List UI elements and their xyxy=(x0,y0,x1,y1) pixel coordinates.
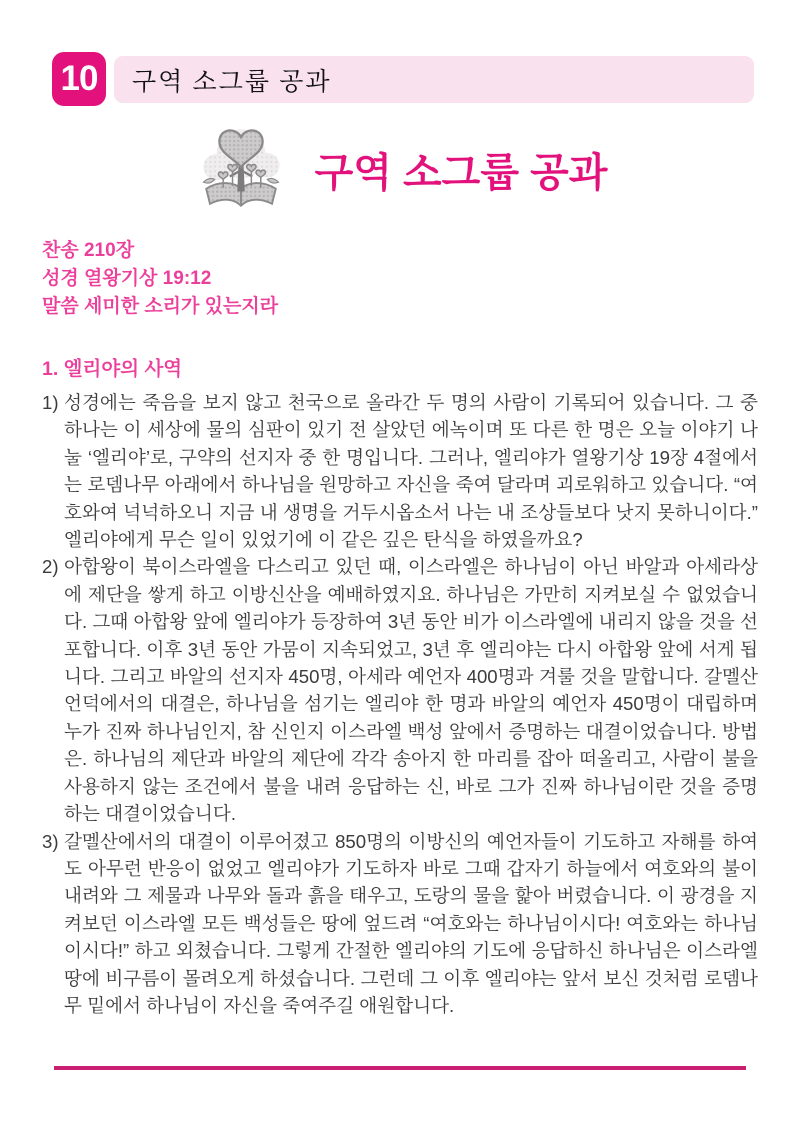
list-item xyxy=(42,828,758,1020)
header-title-bar xyxy=(114,56,754,103)
meta-scripture: 성경 열왕기상 19:12 xyxy=(42,268,212,289)
divider-rule xyxy=(54,1066,746,1070)
meta-verse: 말씀 세미한 소리가 있는지라 xyxy=(42,296,279,317)
lesson-number-badge: 10 xyxy=(52,52,106,106)
meta-hymn: 찬송 210장 xyxy=(42,240,135,261)
lesson-title-row xyxy=(0,122,800,216)
lesson-title: 구역 소그룹 공과 xyxy=(314,150,608,195)
list-item xyxy=(42,553,758,827)
list-item xyxy=(42,389,758,553)
lesson-section xyxy=(42,356,758,1019)
item-text: 아합왕이 북이스라엘을 다스리고 있던 때, 이스라엘은 하나님이 아닌 바알과 아세라상에 제단을 쌓게 하고 이방신산을 예배하였지요. 하나님은 가만히 지켜보실 수 없었습니다. 그때 아합왕 앞에 엘리야가 등장하여 3년 동안 비가 이스라엘에 내리지 않을 것을 선포합니다. 이후 3년 동안 가뭄이 지속되었고, 3년 후 엘리야는 다시 아합왕 앞에 서게 됩니다. 그리고 바알의 선지자 450명, 아세라 예언자 400명과 겨룰 것을 말합니다. 갈멜산 언덕에서의 대결은, 하나님을 섬기는 엘리야 한 명과 바알의 예언자 450명이 대립하며 누가 진짜 하나님인지, 참 신인지 이스라엘 백성 앞에서 증명하는 대결이었습니다. 방법은. 하나님의 제단과 바알의 제단에 각각 송아지 한 마리를 잡아 떠올리고, 사람이 불을 사용하지 않는 조건에서 불을 내려 응답하는 신, 바로 그가 진짜 하나님이란 것을 증명하는 대결이었습니다. xyxy=(64,556,758,825)
heart-tree-book-icon xyxy=(193,122,289,216)
lesson-meta xyxy=(42,237,756,321)
item-text: 갈멜산에서의 대결이 이루어졌고 850명의 이방신의 예언자들이 기도하고 자해를 하여도 아무런 반응이 없었고 엘리야가 기도하자 바로 그때 갑자기 하늘에서 여호와의 불이 내려와 그 제물과 나무와 돌과 흙을 태우고, 도랑의 물을 핥아 버렸습니다. 이 광경을 지켜보던 이스라엘 모든 백성들은 땅에 엎드려 “여호와는 하나님이시다! 여호와는 하나님이시다!” 하고 외쳤습니다. 그렇게 간절한 엘리야의 기도에 응답하신 하나님은 이스라엘 땅에 비구름이 몰려오게 하셨습니다. 그런데 그 이후 엘리야는 앞서 보신 것처럼 로뎀나무 밑에서 하나님이 자신을 죽여주길 애원합니다. xyxy=(64,830,758,1016)
page-header xyxy=(52,52,754,106)
item-marker: 2) xyxy=(42,556,59,578)
header-title: 구역 소그룹 공과 xyxy=(132,68,332,96)
section-heading: 1. 엘리야의 사역 xyxy=(42,358,183,380)
item-text: 성경에는 죽음을 보지 않고 천국으로 올라간 두 명의 사람이 기록되어 있습니다. 그 중 하나는 이 세상에 물의 심판이 있기 전 살았던 에녹이며 또 다른 한 명은 오늘 이야기 나눌 ‘엘리야’로, 구약의 선지자 중 한 명입니다. 그러나, 엘리야가 열왕기상 19장 4절에서는 로뎀나무 아래에서 하나님을 원망하고 자신을 죽여 달라며 괴로워하고 있습니다. “여호와여 넉넉하오니 지금 내 생명을 거두시옵소서 나는 내 조상들보다 낫지 못하니이다.” 엘리야에게 무슨 일이 있었기에 이 같은 깊은 탄식을 하였을까요? xyxy=(64,392,758,551)
item-marker: 3) xyxy=(42,830,59,852)
item-marker: 1) xyxy=(42,392,59,413)
